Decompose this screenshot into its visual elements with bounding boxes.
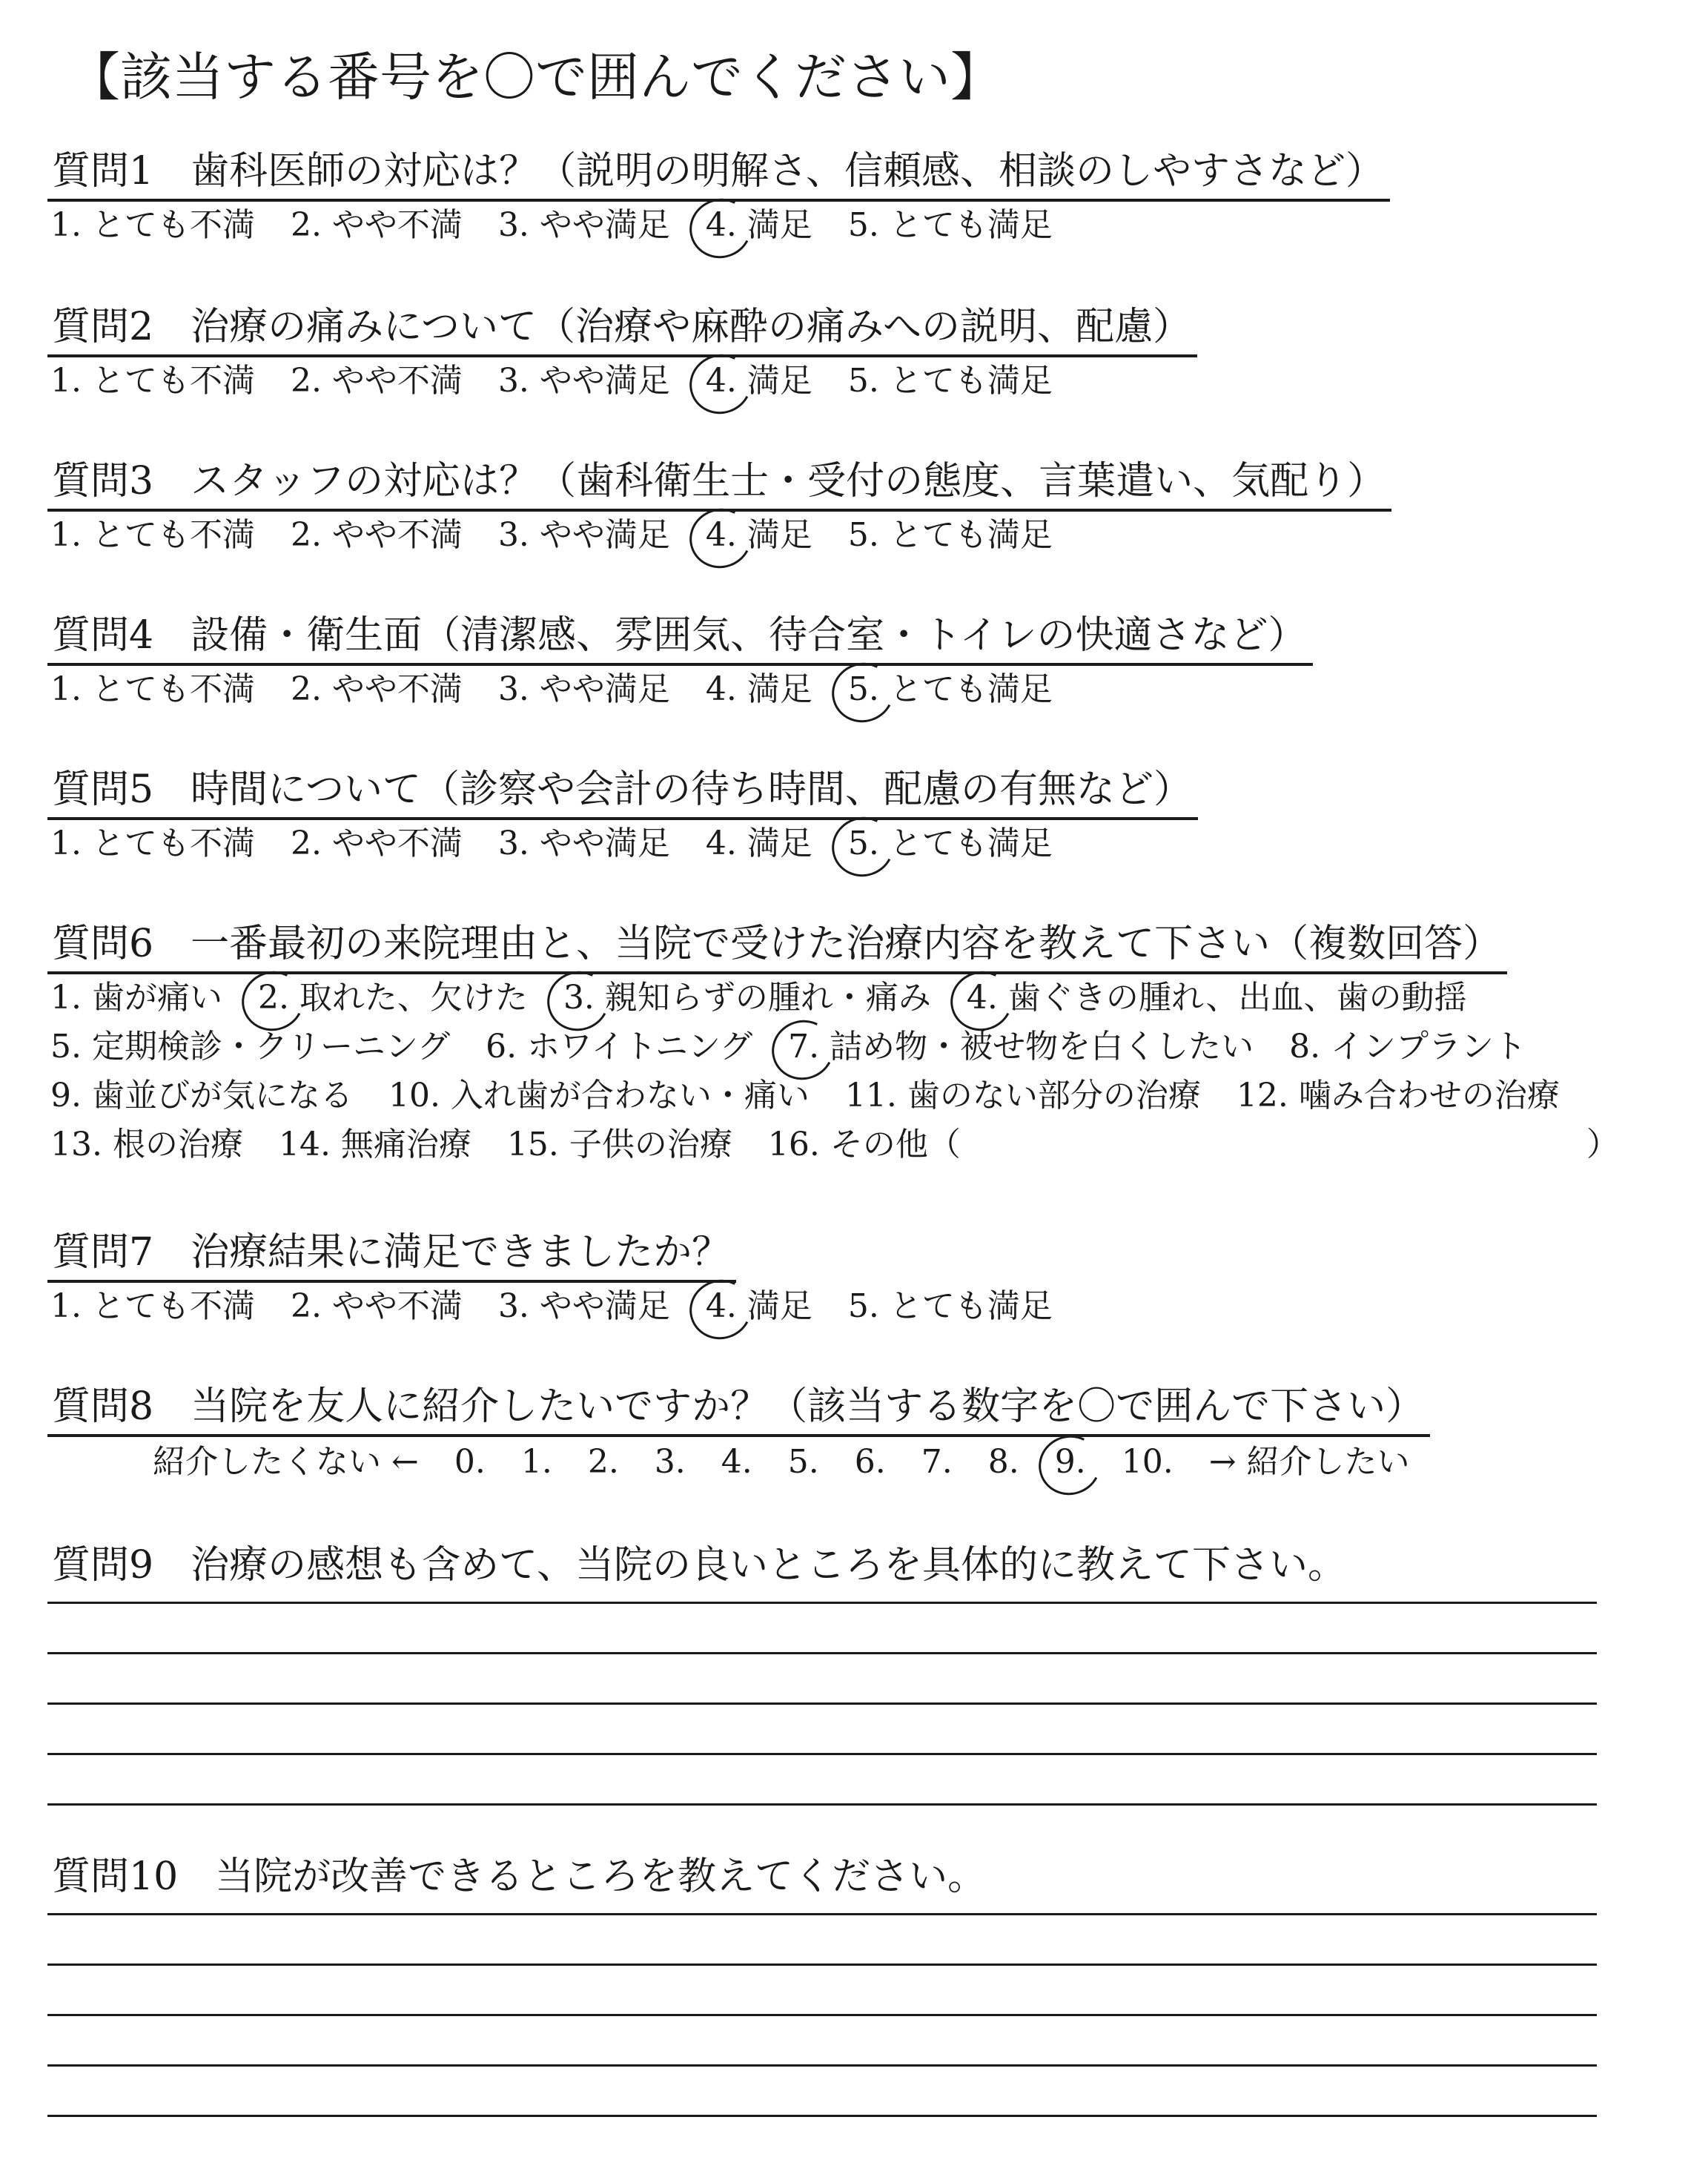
question-number: 質問5 [52, 767, 154, 812]
question-9-heading [47, 1542, 1352, 1593]
scale-0[interactable]: 0. [454, 1443, 486, 1481]
scale-5[interactable]: 5. [787, 1443, 819, 1481]
option-5[interactable]: 5. 定期検診・クリーニング [50, 1028, 451, 1066]
question-8-scale [153, 1441, 1435, 1483]
option-4-circled[interactable]: 4. 満足 [706, 205, 812, 246]
scale-7[interactable]: 7. [921, 1443, 953, 1481]
option-4-circled[interactable]: 4. 満足 [706, 515, 812, 556]
page-title: 【該当する番号を〇で囲んでください】 [68, 47, 1002, 108]
answer-line[interactable] [47, 1964, 1597, 1966]
option-4-circled[interactable]: 4. 満足 [706, 1286, 812, 1327]
option-3[interactable]: 3. やや満足 [497, 1287, 670, 1325]
option-3[interactable]: 3. やや満足 [497, 670, 670, 708]
answer-line[interactable] [47, 1753, 1597, 1755]
question-6-row-1 [50, 977, 1492, 1019]
answer-line[interactable] [47, 2064, 1597, 2067]
option-1[interactable]: 1. とても不満 [50, 1287, 255, 1325]
scale-8[interactable]: 8. [987, 1443, 1019, 1481]
scale-right-label: → 紹介したい [1208, 1443, 1410, 1481]
option-5[interactable]: 5. とても満足 [847, 206, 1053, 244]
option-4-circled[interactable]: 4. 満足 [706, 360, 812, 402]
option-13[interactable]: 13. 根の治療 [50, 1126, 243, 1163]
option-2-circled[interactable]: 2. 取れた、欠けた [258, 977, 528, 1019]
question-text: 設備・衛生面（清潔感、雰囲気、待合室・トイレの快適さなど） [191, 613, 1307, 658]
question-8-heading [47, 1384, 1430, 1437]
question-number: 質問1 [52, 149, 154, 194]
option-1[interactable]: 1. とても不満 [50, 825, 255, 862]
question-6-row-2 [50, 1026, 1552, 1068]
question-10-heading [47, 1854, 992, 1904]
answer-line[interactable] [47, 2014, 1597, 2016]
question-number: 質問4 [52, 613, 154, 658]
question-7-options [50, 1286, 1078, 1327]
scale-left-label: 紹介したくない ← [153, 1443, 419, 1481]
question-text: 歯科医師の対応は？（説明の明解さ、信頼感、相談のしやすさなど） [191, 149, 1385, 194]
answer-line[interactable] [47, 1803, 1597, 1806]
option-2[interactable]: 2. やや不満 [290, 206, 463, 244]
option-6[interactable]: 6. ホワイトニング [486, 1028, 753, 1066]
question-number: 質問2 [52, 305, 154, 349]
question-7-heading [47, 1229, 736, 1283]
scale-2[interactable]: 2. [587, 1443, 619, 1481]
question-number: 質問6 [52, 922, 154, 966]
question-3-heading [47, 458, 1391, 512]
question-number: 質問7 [52, 1230, 154, 1275]
option-12[interactable]: 12. 噛み合わせの治療 [1236, 1077, 1560, 1114]
question-text: 治療の感想も含めて、当院の良いところを具体的に教えて下さい。 [191, 1543, 1347, 1588]
option-1[interactable]: 1. とても不満 [50, 206, 255, 244]
question-text: 治療結果に満足できましたか？ [191, 1230, 731, 1275]
option-3[interactable]: 3. やや満足 [497, 516, 670, 554]
option-1[interactable]: 1. とても不満 [50, 670, 255, 708]
question-4-options [50, 669, 1078, 710]
option-1[interactable]: 1. 歯が痛い [50, 979, 222, 1017]
question-number: 質問3 [52, 459, 154, 503]
question-number: 質問9 [52, 1543, 154, 1588]
question-text: 当院が改善できるところを教えてください。 [215, 1855, 987, 1899]
answer-line[interactable] [47, 1652, 1597, 1654]
option-4[interactable]: 4. 満足 [705, 670, 812, 708]
question-3-options [50, 515, 1078, 556]
other-close-paren: ） [1586, 1126, 1619, 1163]
scale-1[interactable]: 1. [520, 1443, 552, 1481]
question-text: 一番最初の来院理由と、当院で受けた治療内容を教えて下さい（複数回答） [191, 922, 1502, 966]
question-number: 質問10 [52, 1855, 179, 1899]
option-5[interactable]: 5. とても満足 [847, 362, 1053, 400]
option-2[interactable]: 2. やや不満 [290, 670, 463, 708]
answer-line[interactable] [47, 2115, 1597, 2117]
question-5-options [50, 823, 1078, 865]
scale-4[interactable]: 4. [721, 1443, 752, 1481]
option-1[interactable]: 1. とても不満 [50, 516, 255, 554]
question-4-heading [47, 612, 1313, 666]
option-5-circled[interactable]: 5. とても満足 [848, 823, 1053, 865]
option-15[interactable]: 15. 子供の治療 [506, 1126, 732, 1163]
option-2[interactable]: 2. やや不満 [290, 825, 463, 862]
scale-10[interactable]: 10. [1121, 1443, 1174, 1481]
option-16-other[interactable]: 16. その他（ [767, 1126, 961, 1163]
question-text: 当院を友人に紹介したいですか？（該当する数字を〇で囲んで下さい） [191, 1384, 1425, 1429]
option-3[interactable]: 3. やや満足 [497, 206, 670, 244]
option-9[interactable]: 9. 歯並びが気になる [50, 1077, 353, 1114]
scale-9-circled[interactable]: 9. [1055, 1441, 1086, 1483]
question-text: スタッフの対応は？（歯科衛生士・受付の態度、言葉遣い、気配り） [191, 459, 1386, 503]
question-text: 治療の痛みについて（治療や麻酔の痛みへの説明、配慮） [191, 305, 1192, 349]
question-1-options [50, 205, 1078, 246]
option-5[interactable]: 5. とても満足 [847, 1287, 1053, 1325]
answer-line[interactable] [47, 1913, 1597, 1915]
option-11[interactable]: 11. 歯のない部分の治療 [844, 1077, 1201, 1114]
question-1-heading [47, 148, 1390, 202]
scale-6[interactable]: 6. [854, 1443, 886, 1481]
question-2-heading [47, 304, 1197, 357]
question-6-row-3 [50, 1075, 1585, 1117]
option-2[interactable]: 2. やや不満 [290, 362, 463, 400]
option-3[interactable]: 3. やや満足 [497, 362, 670, 400]
option-4[interactable]: 4. 満足 [705, 825, 812, 862]
answer-line[interactable] [47, 1702, 1597, 1705]
option-2[interactable]: 2. やや不満 [290, 516, 463, 554]
scale-3[interactable]: 3. [654, 1443, 686, 1481]
question-5-heading [47, 767, 1198, 820]
option-3-circled[interactable]: 3. 親知らずの腫れ・痛み [563, 977, 931, 1019]
option-3[interactable]: 3. やや満足 [497, 825, 670, 862]
option-1[interactable]: 1. とても不満 [50, 362, 255, 400]
question-2-options [50, 360, 1078, 402]
answer-line[interactable] [47, 1602, 1597, 1604]
option-5[interactable]: 5. とても満足 [847, 516, 1053, 554]
question-number: 質問8 [52, 1384, 154, 1429]
option-4-circled[interactable]: 4. 歯ぐきの腫れ、出血、歯の動揺 [967, 977, 1467, 1019]
question-6-row-4 [50, 1124, 986, 1166]
question-6-heading [47, 921, 1507, 974]
option-7-circled[interactable]: 7. 詰め物・被せ物を白くしたい [788, 1026, 1254, 1068]
option-2[interactable]: 2. やや不満 [290, 1287, 463, 1325]
question-text: 時間について（診察や会計の待ち時間、配慮の有無など） [191, 767, 1193, 812]
option-8[interactable]: 8. インプラント [1289, 1028, 1527, 1066]
option-5-circled[interactable]: 5. とても満足 [848, 669, 1053, 710]
option-10[interactable]: 10. 入れ歯が合わない・痛い [388, 1077, 810, 1114]
option-14[interactable]: 14. 無痛治療 [278, 1126, 471, 1163]
